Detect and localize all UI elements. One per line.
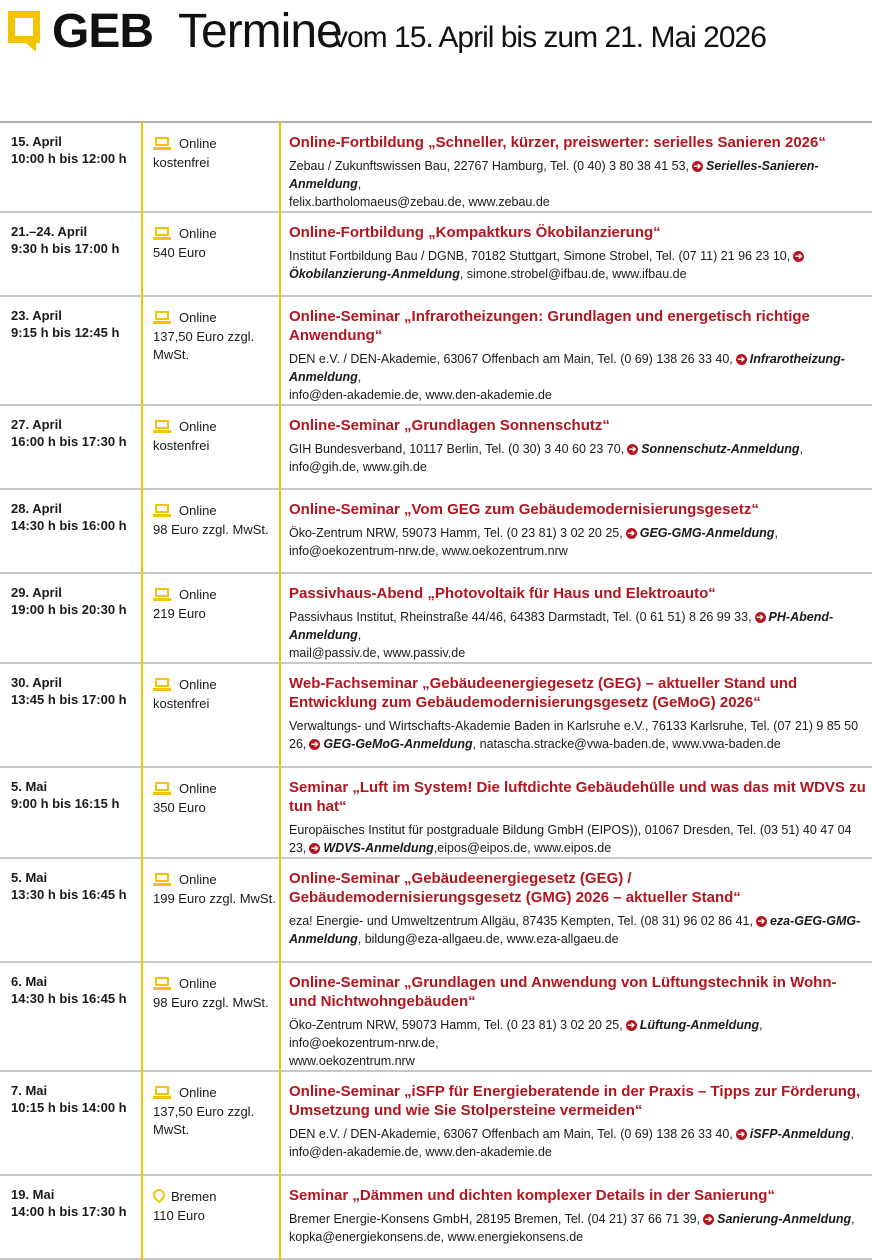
event-details-cell <box>280 122 872 212</box>
event-mode-label: Bremen <box>171 1189 217 1204</box>
event-organizer <box>289 608 868 662</box>
event-mode-label: Online <box>179 976 217 991</box>
geb-logo-icon <box>8 11 40 43</box>
event-title: Web-Fachseminar „Gebäudeenergiegesetz (GEG) – aktueller Stand und Entwicklung zum Gebäudemodernisierungsgesetz (GeMoG) 2026“ <box>289 675 798 711</box>
event-datetime-cell <box>0 767 142 858</box>
event-datetime-cell <box>0 663 142 767</box>
event-time: 13:45 h bis 17:00 h <box>11 692 127 707</box>
laptop-icon <box>153 977 171 991</box>
event-organizer <box>289 1210 868 1246</box>
event-date: 7. Mai <box>11 1083 48 1098</box>
event-row <box>0 663 872 767</box>
event-datetime-cell <box>0 122 142 212</box>
event-mode <box>153 418 279 435</box>
event-mode-label: Online <box>179 226 217 241</box>
event-title: Online-Seminar „Grundlagen und Anwendung von Lüftungstechnik in Wohn- und Nichtwohngebäuden“ <box>289 974 837 1010</box>
brand-name: GEB <box>52 5 154 58</box>
event-organizer <box>289 440 868 476</box>
event-mode <box>153 135 279 152</box>
event-details-cell <box>280 767 872 858</box>
event-row <box>0 1071 872 1175</box>
event-mode <box>153 1084 279 1101</box>
event-datetime-cell <box>0 1071 142 1175</box>
event-price: 350 Euro <box>153 800 206 815</box>
event-title: Online-Fortbildung „Kompaktkurs Ökobilanzierung“ <box>289 224 661 241</box>
event-mode <box>153 502 279 519</box>
event-mode <box>153 225 279 242</box>
events-table <box>0 121 872 1260</box>
organizer-info: Verwaltungs- und Wirtschafts-Akademie Baden in Karlsruhe e.V., 76133 Karlsruhe, Tel. (07 21) 9 85 50 26, <box>289 719 859 751</box>
event-price: 540 Euro <box>153 245 206 260</box>
event-organizer <box>289 1016 868 1070</box>
event-organizer <box>289 717 868 753</box>
registration-link[interactable]: Serielles-Sanieren-Anmeldung <box>289 159 819 191</box>
event-mode-label: Online <box>179 781 217 796</box>
arrow-right-icon: ➔ <box>311 739 319 750</box>
event-mode-label: Online <box>179 419 217 434</box>
event-details-cell <box>280 212 872 296</box>
event-title: Online-Seminar „Vom GEG zum Gebäudemodernisierungsgesetz“ <box>289 501 759 518</box>
event-date: 23. April <box>11 308 62 323</box>
event-organizer <box>289 157 868 211</box>
event-datetime-cell <box>0 858 142 962</box>
registration-link[interactable]: iSFP-Anmeldung <box>749 1127 851 1141</box>
arrow-right-icon: ➔ <box>627 528 635 539</box>
event-organizer <box>289 524 868 560</box>
organizer-info-after: , <box>774 526 778 540</box>
arrow-right-icon: ➔ <box>704 1214 713 1225</box>
arrow-right-icon: ➔ <box>737 1129 746 1140</box>
event-title: Online-Seminar „iSFP für Energieberatende in der Praxis – Tipps zur Förderung, Umsetzung und wie Sie Stolpersteine vermeiden“ <box>289 1083 861 1119</box>
organizer-contact[interactable]: mail@passiv.de, www.passiv.de <box>289 646 466 660</box>
event-price: kostenfrei <box>153 438 210 453</box>
event-time: 16:00 h bis 17:30 h <box>11 434 127 449</box>
organizer-info: Passivhaus Institut, Rheinstraße 44/46, 64383 Darmstadt, Tel. (0 61 51) 8 26 99 33, <box>289 610 752 624</box>
page-subtitle: vom 15. April bis zum 21. Mai 2026 <box>333 21 766 54</box>
event-datetime-cell <box>0 405 142 489</box>
event-details-cell <box>280 296 872 405</box>
organizer-info: GIH Bundesverband, 10117 Berlin, Tel. (0 30) 3 40 60 23 70, <box>289 442 625 456</box>
event-format-cell <box>142 405 280 489</box>
organizer-info: Institut Fortbildung Bau / DGNB, 70182 Stuttgart, Simone Strobel, Tel. (07 11) 21 96 23 10, <box>289 249 791 263</box>
laptop-icon <box>153 873 171 887</box>
registration-link[interactable]: Sonnenschutz-Anmeldung <box>641 442 800 456</box>
registration-link[interactable]: PH-Abend-Anmeldung <box>289 610 834 642</box>
event-price: 98 Euro zzgl. MwSt. <box>153 995 269 1010</box>
event-mode <box>153 780 279 797</box>
laptop-icon <box>153 588 171 602</box>
event-format-cell <box>142 858 280 962</box>
event-time: 14:30 h bis 16:45 h <box>11 991 127 1006</box>
event-time: 9:15 h bis 12:45 h <box>11 325 120 340</box>
event-format-cell <box>142 212 280 296</box>
event-row <box>0 858 872 962</box>
event-mode-label: Online <box>179 136 217 151</box>
event-time: 9:30 h bis 17:00 h <box>11 241 120 256</box>
event-price: 110 Euro <box>153 1208 205 1223</box>
event-time: 14:00 h bis 17:30 h <box>11 1204 127 1219</box>
arrow-right-icon: ➔ <box>737 354 746 365</box>
event-format-cell <box>142 962 280 1071</box>
event-datetime-cell <box>0 573 142 663</box>
organizer-info-after: , natascha.stracke@vwa-baden.de, www.vwa-baden.de <box>472 737 781 751</box>
laptop-icon <box>153 311 171 325</box>
event-row <box>0 212 872 296</box>
organizer-contact[interactable]: www.oekozentrum.nrw <box>289 1054 415 1068</box>
organizer-info-after: , simone.strobel@ifbau.de, www.ifbau.de <box>459 267 687 281</box>
event-format-cell <box>142 573 280 663</box>
event-row <box>0 122 872 212</box>
event-time: 19:00 h bis 20:30 h <box>11 602 127 617</box>
organizer-info-after: , <box>799 442 803 456</box>
event-price: kostenfrei <box>153 155 210 170</box>
organizer-contact[interactable]: felix.bartholomaeus@zebau.de, www.zebau.de <box>289 195 550 209</box>
event-title: Online-Seminar „Infrarotheizungen: Grundlagen und energetisch richtige Anwendung“ <box>289 308 810 344</box>
laptop-icon <box>153 782 171 796</box>
event-mode-label: Online <box>179 587 217 602</box>
laptop-icon <box>153 1086 171 1100</box>
event-datetime-cell <box>0 962 142 1071</box>
event-details-cell <box>280 489 872 573</box>
organizer-contact[interactable]: info@den-akademie.de, www.den-akademie.de <box>289 388 552 402</box>
event-mode <box>153 676 279 693</box>
event-date: 27. April <box>11 417 62 432</box>
event-date: 30. April <box>11 675 62 690</box>
organizer-info: Europäisches Institut für postgraduale Bildung GmbH (EIPOS)), 01067 Dresden, Tel. (03 51) 40 47 04 23, <box>289 823 852 855</box>
organizer-info: Öko-Zentrum NRW, 59073 Hamm, Tel. (0 23 81) 3 02 20 25, <box>289 1018 623 1032</box>
organizer-contact[interactable]: info@oekozentrum-nrw.de, www.oekozentrum.nrw <box>289 544 568 558</box>
event-details-cell <box>280 663 872 767</box>
arrow-right-icon: ➔ <box>628 444 637 455</box>
registration-link[interactable]: Infrarotheizung-Anmeldung <box>289 352 845 384</box>
event-organizer <box>289 350 868 404</box>
event-title: Seminar „Luft im System! Die luftdichte Gebäudehülle und was das mit WDVS zu tun hat“ <box>289 779 866 815</box>
event-date: 21.–24. April <box>11 224 88 239</box>
arrow-right-icon: ➔ <box>627 1020 635 1031</box>
organizer-info: DEN e.V. / DEN-Akademie, 63067 Offenbach am Main, Tel. (0 69) 138 26 33 40, <box>289 1127 733 1141</box>
event-row <box>0 489 872 573</box>
organizer-info: Öko-Zentrum NRW, 59073 Hamm, Tel. (0 23 81) 3 02 20 25, <box>289 526 623 540</box>
event-format-cell <box>142 1175 280 1259</box>
event-title: Online-Seminar „Gebäudeenergiegesetz (GEG) / Gebäudemodernisierungsgesetz (GMG) 2026 – aktueller Stand“ <box>289 870 741 906</box>
event-time: 9:00 h bis 16:15 h <box>11 796 120 811</box>
event-mode-label: Online <box>179 503 217 518</box>
event-format-cell <box>142 122 280 212</box>
organizer-info-after: , <box>357 370 362 384</box>
event-details-cell <box>280 1175 872 1259</box>
event-format-cell <box>142 296 280 405</box>
registration-link[interactable]: WDVS-Anmeldung <box>323 841 434 855</box>
organizer-contact[interactable]: info@gih.de, www.gih.de <box>289 460 427 474</box>
event-details-cell <box>280 962 872 1071</box>
event-details-cell <box>280 405 872 489</box>
event-datetime-cell <box>0 1175 142 1259</box>
registration-link[interactable]: GEG-GMG-Anmeldung <box>639 526 775 540</box>
event-format-cell <box>142 489 280 573</box>
event-time: 10:15 h bis 14:00 h <box>11 1100 127 1115</box>
registration-link[interactable]: eza-GEG-GMG-Anmeldung <box>289 914 861 946</box>
event-datetime-cell <box>0 212 142 296</box>
event-mode <box>153 586 279 603</box>
event-price: 137,50 Euro zzgl. MwSt. <box>153 329 255 362</box>
event-price: 137,50 Euro zzgl. MwSt. <box>153 1104 255 1137</box>
registration-link[interactable]: Sanierung-Anmeldung <box>717 1212 852 1226</box>
organizer-info-after: , <box>357 177 362 191</box>
organizer-info-after: , info@oekozentrum-nrw.de, <box>289 1018 763 1050</box>
arrow-right-icon: ➔ <box>693 161 702 172</box>
event-organizer <box>289 1125 868 1161</box>
event-organizer <box>289 912 868 948</box>
organizer-info: DEN e.V. / DEN-Akademie, 63067 Offenbach am Main, Tel. (0 69) 138 26 33 40, <box>289 352 733 366</box>
event-mode-label: Online <box>179 872 217 887</box>
laptop-icon <box>153 678 171 692</box>
event-date: 6. Mai <box>11 974 48 989</box>
event-mode <box>153 1188 279 1205</box>
registration-link[interactable]: Lüftung-Anmeldung <box>639 1018 760 1032</box>
event-time: 13:30 h bis 16:45 h <box>11 887 127 902</box>
arrow-right-icon: ➔ <box>756 612 764 623</box>
organizer-contact[interactable]: info@den-akademie.de, www.den-akademie.de <box>289 1145 552 1159</box>
event-row <box>0 405 872 489</box>
arrow-right-icon: ➔ <box>311 843 319 854</box>
event-title: Seminar „Dämmen und dichten komplexer Details in der Sanierung“ <box>289 1187 775 1204</box>
event-title: Passivhaus-Abend „Photovoltaik für Haus und Elektroauto“ <box>289 585 716 602</box>
event-mode-label: Online <box>179 677 217 692</box>
event-organizer <box>289 247 868 283</box>
event-format-cell <box>142 767 280 858</box>
arrow-right-icon: ➔ <box>757 916 766 927</box>
event-organizer <box>289 821 868 857</box>
event-row <box>0 962 872 1071</box>
organizer-info-after: , <box>851 1212 855 1226</box>
event-price: 219 Euro <box>153 606 206 621</box>
event-format-cell <box>142 1071 280 1175</box>
event-time: 14:30 h bis 16:00 h <box>11 518 127 533</box>
event-price: 199 Euro zzgl. MwSt. <box>153 891 276 906</box>
event-date: 19. Mai <box>11 1187 55 1202</box>
event-date: 5. Mai <box>11 779 48 794</box>
event-details-cell <box>280 858 872 962</box>
event-mode <box>153 975 279 992</box>
organizer-info-after: , <box>357 628 362 642</box>
event-details-cell <box>280 573 872 663</box>
laptop-icon <box>153 227 171 241</box>
event-mode <box>153 871 279 888</box>
organizer-info: Zebau / Zukunftswissen Bau, 22767 Hamburg, Tel. (0 40) 3 80 38 41 53, <box>289 159 690 173</box>
event-mode-label: Online <box>179 310 217 325</box>
event-row <box>0 767 872 858</box>
event-mode <box>153 309 279 326</box>
event-title: Online-Fortbildung „Schneller, kürzer, preiswerter: serielles Sanieren 2026“ <box>289 134 826 151</box>
event-datetime-cell <box>0 489 142 573</box>
event-price: 98 Euro zzgl. MwSt. <box>153 522 269 537</box>
event-mode-label: Online <box>179 1085 217 1100</box>
registration-link[interactable]: GEG-GeMoG-Anmeldung <box>323 737 473 751</box>
event-price: kostenfrei <box>153 696 210 711</box>
organizer-info-after: , <box>850 1127 854 1141</box>
laptop-icon <box>153 137 171 151</box>
event-date: 15. April <box>11 134 62 149</box>
event-row <box>0 1175 872 1259</box>
event-row <box>0 573 872 663</box>
organizer-info-after: , bildung@eza-allgaeu.de, www.eza-allgaeu.de <box>357 932 619 946</box>
event-date: 28. April <box>11 501 62 516</box>
registration-link[interactable]: Ökobilanzierung-Anmeldung <box>289 267 460 281</box>
location-pin-icon <box>153 1189 165 1205</box>
event-time: 10:00 h bis 12:00 h <box>11 151 127 166</box>
event-format-cell <box>142 663 280 767</box>
event-datetime-cell <box>0 296 142 405</box>
laptop-icon <box>153 420 171 434</box>
event-title: Online-Seminar „Grundlagen Sonnenschutz“ <box>289 417 610 434</box>
organizer-info: Bremer Energie-Konsens GmbH, 28195 Bremen, Tel. (04 21) 37 66 71 39, <box>289 1212 701 1226</box>
event-row <box>0 296 872 405</box>
event-date: 29. April <box>11 585 62 600</box>
event-details-cell <box>280 1071 872 1175</box>
laptop-icon <box>153 504 171 518</box>
organizer-contact[interactable]: kopka@energiekonsens.de, www.energiekonsens.de <box>289 1230 584 1244</box>
event-date: 5. Mai <box>11 870 48 885</box>
arrow-right-icon: ➔ <box>794 251 803 262</box>
organizer-info: eza! Energie- und Umweltzentrum Allgäu, 87435 Kempten, Tel. (08 31) 96 02 86 41, <box>289 914 753 928</box>
organizer-info-after: ,eipos@eipos.de, www.eipos.de <box>433 841 612 855</box>
page-title: Termine <box>178 5 342 58</box>
page-header <box>0 0 872 62</box>
